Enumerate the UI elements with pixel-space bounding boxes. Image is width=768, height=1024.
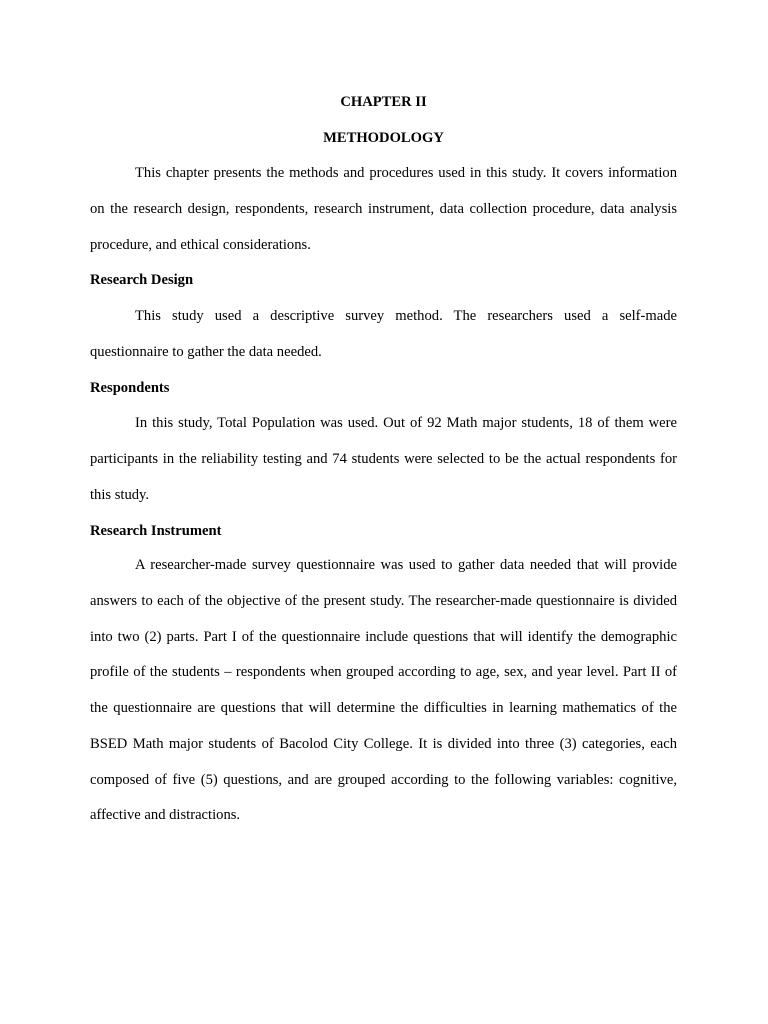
intro-paragraph: This chapter presents the methods and procedures used in this study. It covers information on the research design, respondents, research instrument, data collection procedure, data analysis procedure, and ethical considerations. — [90, 165, 677, 253]
chapter-title: METHODOLOGY — [323, 130, 444, 146]
heading-research-design: Research Design — [90, 272, 194, 288]
chapter-label: CHAPTER II — [340, 94, 427, 110]
research-instrument-paragraph: A researcher-made survey questionnaire was used to gather data needed that will provide answers to each of the objective of the present study. The researcher-made questionnaire is divided into two (2) parts. Part I of the questionnaire include questions that will identify the demographic profile of the students – respondents when grouped according to age, sex, and year level. Part II of the questionnaire are questions that will determine the difficulties in learning mathematics of the BSED Math major students of Bacolod City College. It is divided into three (3) categories, each composed of five (5) questions, and are grouped according to the following variables: cognitive, affective and distractions. — [90, 557, 677, 824]
research-design-paragraph: This study used a descriptive survey method. The researchers used a self-made questionnaire to gather the data needed. — [90, 308, 677, 360]
heading-respondents: Respondents — [90, 380, 170, 396]
respondents-paragraph: In this study, Total Population was used. Out of 92 Math major students, 18 of them were participants in the reliability testing and 74 students were selected to be the actual respondents for this study. — [90, 415, 677, 503]
heading-research-instrument: Research Instrument — [90, 523, 222, 539]
